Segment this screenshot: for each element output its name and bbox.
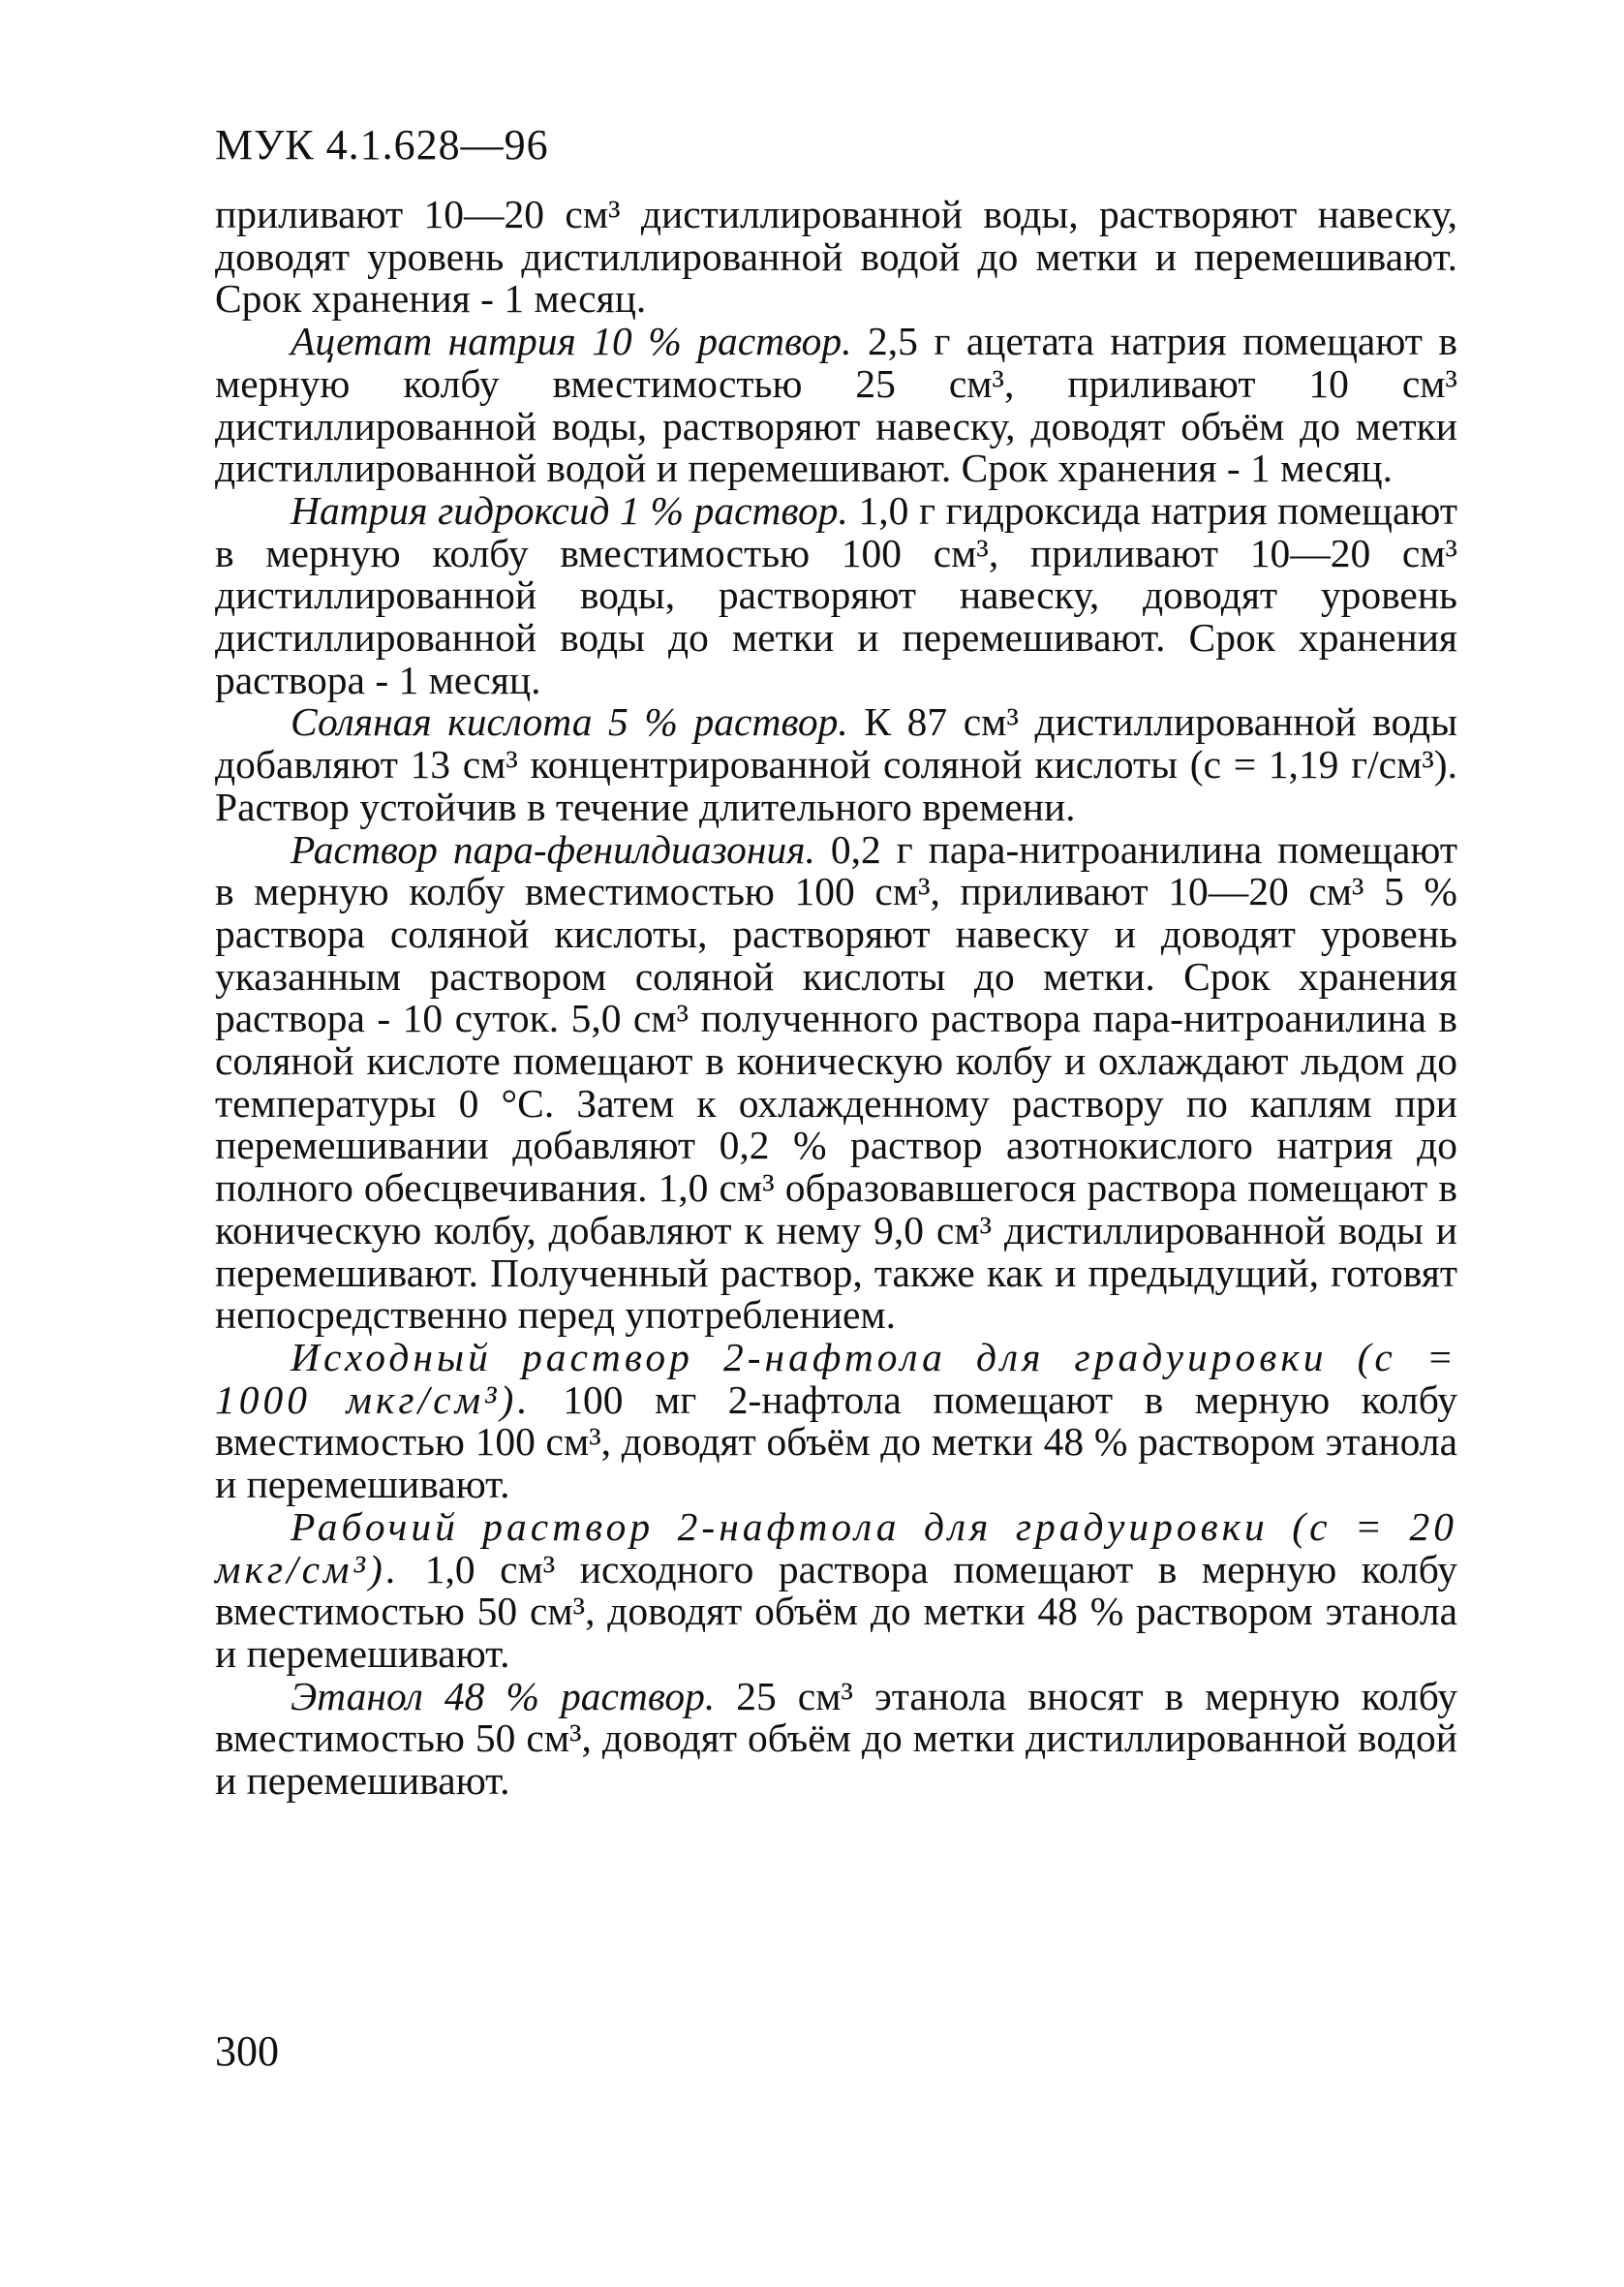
page-number: 300 [215, 2027, 279, 2075]
paragraph-title: Натрия гидроксид 1 % раствор. [291, 487, 848, 533]
paragraph-title: Ацетат натрия 10 % раствор. [291, 319, 852, 364]
paragraph-text: 1,0 г гидроксида натрия помещают в мерную колбу вместимостью 100 см³, приливают 10—20 см³ дистиллированной воды, растворяют навеску, доводят уровень дистиллированной воды до метки и перемешивают. Срок хранения раствора - 1 месяц. [215, 487, 1457, 702]
document-header: МУК 4.1.628—96 [215, 121, 549, 169]
paragraph-title: Этанол 48 % раствор. [291, 1673, 716, 1718]
paragraph-hydrochloric-acid [215, 701, 1457, 828]
paragraph-ethanol [215, 1673, 1457, 1804]
paragraph-title: Соляная кислота 5 % раствор. [291, 699, 848, 745]
paragraph-text: 1,0 см³ исходного раствора помещают в мерную колбу вместимостью 50 см³, доводят объём до метки 48 % раствором этанола и перемешивают. [215, 1546, 1457, 1676]
paragraph-text: 100 мг 2-нафтола помещают в мерную колбу вместимостью 100 см³, доводят объём до метки 48 % раствором этанола и перемешивают. [215, 1376, 1457, 1507]
paragraph-text: 2,5 г ацетата натрия помещают в мерную колбу вместимостью 25 см³, приливают 10 см³ дистиллированной воды, растворяют навеску, доводят объём до метки дистиллированной водой и перемешивают. Срок хранения - 1 месяц. [215, 319, 1457, 491]
document-body [215, 194, 1457, 1803]
paragraph-sodium-hydroxide [215, 487, 1457, 702]
paragraph-title: Раствор пара-фенилдиазония. [291, 826, 815, 872]
paragraph-stock-solution [215, 1334, 1457, 1507]
paragraph-sodium-acetate [215, 321, 1457, 490]
paragraph-title: Исходный раствор 2-нафтола для градуировки (с = 1000 мкг/см³). [215, 1334, 1457, 1422]
paragraph-text: 0,2 г пара-нитроанилина помещают в мерную колбу вместимостью 100 см³, приливают 10—20 см³ 5 % раствора соляной кислоты, растворяют навеску и доводят уровень указанным раствором соляной кислоты до метки. Срок хранения раствора - 10 суток. 5,0 см³ полученного раствора пара-нитроанилина в соляной кислоте помещают в коническую колбу и охлаждают льдом до температуры 0 °С. Затем к охлажденному раствору по каплям при перемешивании добавляют 0,2 % раствор азотнокислого натрия до полного обесцвечивания. 1,0 см³ образовавшегося раствора помещают в коническую колбу, добавляют к нему 9,0 см³ дистиллированной воды и перемешивают. Полученный раствор, также как и предыдущий, готовят непосредственно перед употреблением. [215, 826, 1458, 1338]
paragraph-working-solution [215, 1503, 1457, 1676]
paragraph-text: приливают 10—20 см³ дистиллированной воды, растворяют навеску, доводят уровень дистиллированной водой до метки и перемешивают. Срок хранения - 1 месяц. [215, 192, 1457, 322]
paragraph-continuation [215, 194, 1457, 321]
paragraph-text: К 87 см³ дистиллированной воды добавляют 13 см³ концентрированной соляной кислоты (с = 1,19 г/см³). Раствор устойчив в течение длительного времени. [215, 699, 1457, 829]
paragraph-diazonium-solution [215, 826, 1458, 1338]
paragraph-text: 25 см³ этанола вносят в мерную колбу вместимостью 50 см³, доводят объём до метки дистиллированной водой и перемешивают. [215, 1673, 1457, 1804]
paragraph-title: Рабочий раствор 2-нафтола для градуировки (с = 20 мкг/см³). [215, 1503, 1457, 1592]
